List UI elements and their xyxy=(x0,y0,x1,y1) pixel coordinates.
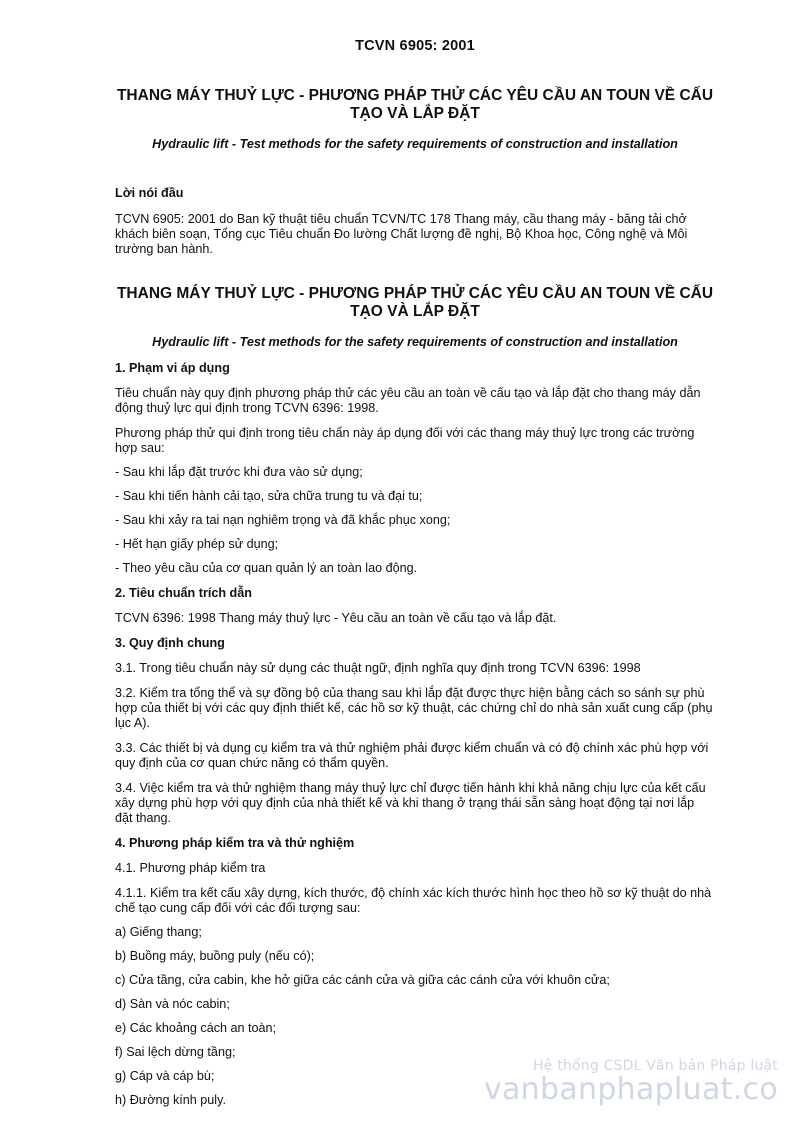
list-item: a) Giếng thang; xyxy=(115,925,202,939)
foreword-heading: Lời nói đầu xyxy=(115,186,184,200)
paragraph: 4.1.1. Kiểm tra kết cấu xây dựng, kích thước, độ chính xác kích thước hình học theo hồ sơ kỹ thuật do nhà chế tạo cung cấp đối với các đối tượng sau: xyxy=(115,886,712,915)
document-subtitle: Hydraulic lift - Test methods for the safety requirements of construction and installation xyxy=(152,137,678,151)
section-references xyxy=(115,585,715,626)
paragraph: 3.4. Việc kiểm tra và thử nghiệm thang máy thuỷ lực chỉ được tiến hành khi khả năng chịu lực của kết cấu xây dựng phù hợp với quy định của nhà thiết kế và khi thang ở trạng thái sẵn sàng hoạt động tại nơi lắp đặt thang. xyxy=(115,781,706,825)
section-heading: 3. Quy định chung xyxy=(115,636,225,650)
document-page xyxy=(115,0,715,1108)
section-general xyxy=(115,635,715,826)
list-item: - Sau khi xảy ra tai nạn nghiêm trọng và đã khắc phục xong; xyxy=(115,513,451,527)
list-item: - Sau khi lắp đặt trước khi đưa vào sử dụng; xyxy=(115,465,363,479)
paragraph: 4.1. Phương pháp kiểm tra xyxy=(115,861,266,875)
section-scope xyxy=(115,360,715,576)
list-item: h) Đường kính puly. xyxy=(115,1093,226,1107)
standard-code: TCVN 6905: 2001 xyxy=(355,38,475,54)
list-item: b) Buồng máy, buồng puly (nếu có); xyxy=(115,949,315,963)
list-item: c) Cửa tầng, cửa cabin, khe hở giữa các cánh cửa và giữa các cánh cửa với khuôn cửa; xyxy=(115,973,610,987)
paragraph: TCVN 6396: 1998 Thang máy thuỷ lực - Yêu cầu an toàn về cấu tạo và lắp đặt. xyxy=(115,611,557,625)
list-item: e) Các khoảng cách an toàn; xyxy=(115,1021,277,1035)
paragraph: Phương pháp thử qui định trong tiêu chẩn này áp dụng đối với các thang máy thuỷ lực trong các trường hợp sau: xyxy=(115,426,695,455)
watermark-site: vanbanphapluat.co xyxy=(483,1072,778,1107)
list-item: d) Sàn và nóc cabin; xyxy=(115,997,230,1011)
list-item: - Sau khi tiến hành cải tạo, sửa chữa trung tu và đại tu; xyxy=(115,489,423,503)
list-item: - Hết hạn giấy phép sử dụng; xyxy=(115,537,279,551)
document-title-repeat: THANG MÁY THUỶ LỰC - PHƯƠNG PHÁP THỬ CÁC YÊU CẦU AN TOUN VỀ CẤU TẠO VÀ LẮP ĐẶT xyxy=(116,285,714,320)
list-item: g) Cáp và cáp bù; xyxy=(115,1069,215,1083)
list-item: f) Sai lệch dừng tầng; xyxy=(115,1045,236,1059)
document-subtitle-repeat: Hydraulic lift - Test methods for the safety requirements of construction and installation xyxy=(152,335,678,349)
paragraph: 3.3. Các thiết bị và dụng cụ kiểm tra và thử nghiệm phải được kiểm chuẩn và có độ chính xác phù hợp với quy định của cơ quan chức năng có thẩm quyền. xyxy=(115,741,709,770)
list-item: - Theo yêu cầu của cơ quan quản lý an toàn lao động. xyxy=(115,561,418,575)
section-heading: 1. Phạm vi áp dụng xyxy=(115,361,230,375)
paragraph: 3.1. Trong tiêu chuẩn này sử dụng các thuật ngữ, định nghĩa quy định trong TCVN 6396: 1998 xyxy=(115,661,641,675)
paragraph: 3.2. Kiểm tra tổng thể và sự đồng bộ của thang sau khi lắp đặt được thực hiện bằng cách so sánh sự phù hợp của thiết bị với các quy định thiết kế, các hồ sơ kỹ thuật, các chứng chỉ do nhà sản xuất cung cấp (phụ lục A). xyxy=(115,686,713,730)
document-title: THANG MÁY THUỶ LỰC - PHƯƠNG PHÁP THỬ CÁC YÊU CẦU AN TOUN VỀ CẤU TẠO VÀ LẮP ĐẶT xyxy=(116,87,714,122)
watermark-caption: Hệ thống CSDL Văn bản Pháp luật xyxy=(533,1058,778,1074)
foreword-body: TCVN 6905: 2001 do Ban kỹ thuật tiêu chuẩn TCVN/TC 178 Thang máy, cầu thang máy - băng tải chở khách biên soạn, Tổng cục Tiêu chuẩn Đo lường Chất lượng đề nghị, Bộ Khoa học, Công nghệ và Môi trường ban hành. xyxy=(115,212,688,256)
paragraph: Tiêu chuẩn này quy định phương pháp thử các yêu cầu an toàn về cấu tạo và lắp đặt cho thang máy dẫn động thuỷ lực qui định trong TCVN 6396: 1998. xyxy=(115,386,701,415)
section-heading: 2. Tiêu chuẩn trích dẫn xyxy=(115,586,252,600)
watermark xyxy=(484,1058,778,1106)
section-heading: 4. Phương pháp kiểm tra và thử nghiệm xyxy=(115,836,355,850)
